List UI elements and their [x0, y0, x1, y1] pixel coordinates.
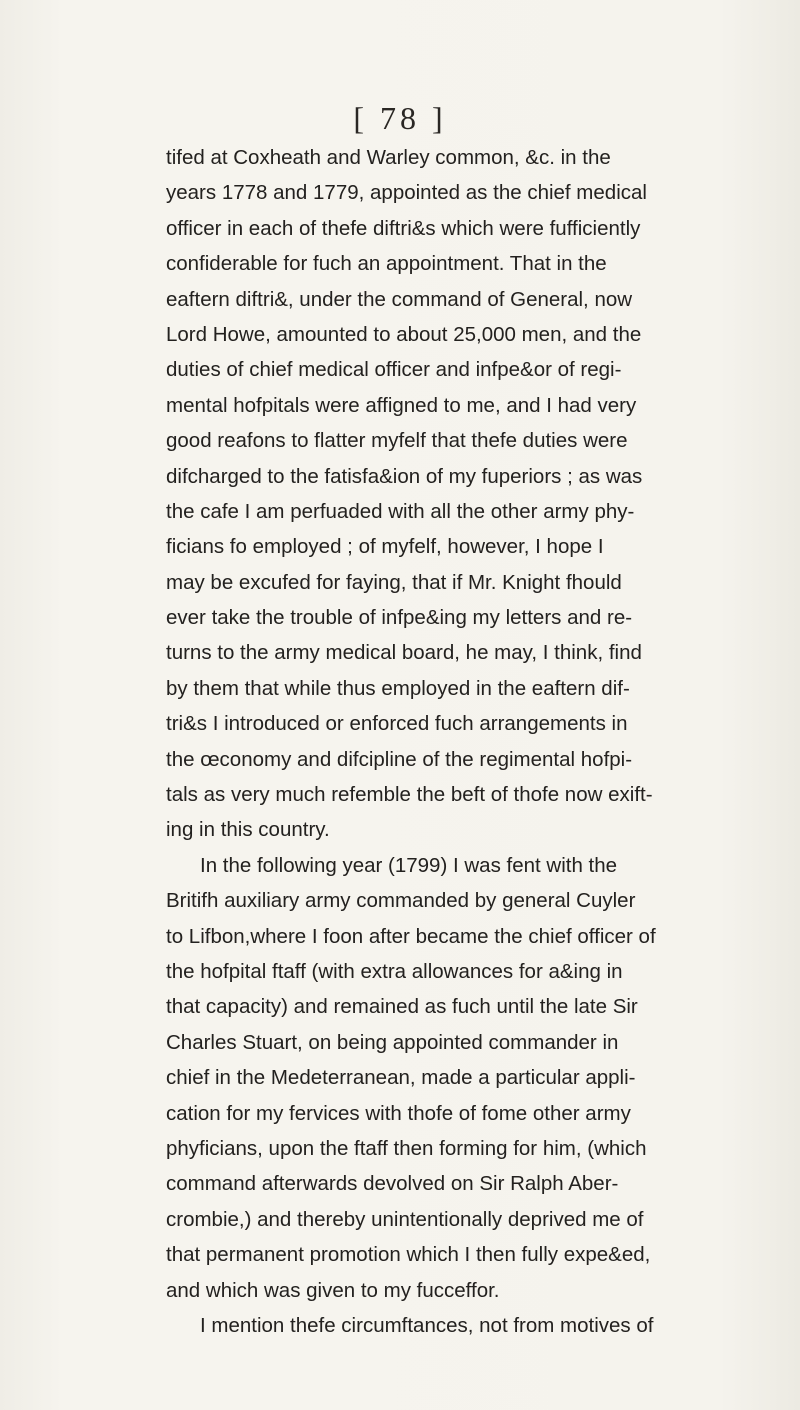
text-line: tals as very much refemble the beft of thofe now exift-: [166, 783, 653, 807]
text-line: crombie,) and thereby unintentionally deprived me of: [166, 1207, 644, 1231]
text-line: ever take the trouble of infpe&ing my letters and re-: [166, 606, 633, 630]
text-line: that capacity) and remained as fuch until the late Sir: [166, 995, 638, 1019]
text-line: tri&s I introduced or enforced fuch arrangements in: [166, 712, 628, 736]
text-line: and which was given to my fucceffor.: [166, 1278, 500, 1302]
text-line: mental hofpitals were affigned to me, and I had very: [166, 393, 637, 417]
text-line: difcharged to the fatisfa&ion of my fuperiors ; as was: [166, 464, 643, 488]
text-line: phyficians, upon the ftaff then forming for him, (which: [166, 1136, 647, 1160]
text-line: cation for my fervices with thofe of fome other army: [166, 1101, 631, 1125]
text-line: chief in the Medeterranean, made a particular appli-: [166, 1066, 636, 1090]
text-body: [166, 140, 796, 1343]
text-line: to Lifbon,where I foon after became the chief officer of: [166, 924, 656, 948]
text-line: duties of chief medical officer and infpe&or of regi-: [166, 358, 622, 382]
text-line: good reafons to flatter myfelf that thefe duties were: [166, 429, 628, 453]
text-line: may be excufed for faying, that if Mr. Knight fhould: [166, 570, 622, 594]
text-line: confiderable for fuch an appointment. That in the: [166, 252, 607, 276]
text-line: In the following year (1799) I was fent with the: [200, 853, 618, 877]
text-line: the hofpital ftaff (with extra allowances for a&ing in: [166, 959, 623, 983]
text-line: tifed at Coxheath and Warley common, &c. in the: [166, 146, 611, 169]
text-line: that permanent promotion which I then fully expe&ed,: [166, 1243, 651, 1267]
text-line: ing in this country.: [166, 818, 330, 842]
text-line: command afterwards devolved on Sir Ralph Aber-: [166, 1172, 619, 1196]
text-line: Lord Howe, amounted to about 25,000 men, and the: [166, 322, 642, 346]
text-line: Britifh auxiliary army commanded by general Cuyler: [166, 889, 636, 913]
text-line: officer in each of thefe diftri&s which were fufficiently: [166, 216, 641, 240]
text-line: turns to the army medical board, he may, I think, find: [166, 641, 642, 665]
text-line: by them that while thus employed in the eaftern dif-: [166, 676, 630, 700]
text-line: years 1778 and 1779, appointed as the chief medical: [166, 181, 647, 205]
text-line: the cafe I am perfuaded with all the other army phy-: [166, 499, 635, 523]
text-line: Charles Stuart, on being appointed commander in: [166, 1030, 619, 1054]
text-line: I mention thefe circumftances, not from motives of: [200, 1313, 654, 1337]
page-number: [ 78 ]: [353, 100, 447, 136]
text-line: ficians fo employed ; of myfelf, however, I hope I: [166, 535, 604, 559]
text-line: the œconomy and difcipline of the regimental hofpi-: [166, 747, 633, 771]
text-line: eaftern diftri&, under the command of General, now: [166, 287, 633, 311]
